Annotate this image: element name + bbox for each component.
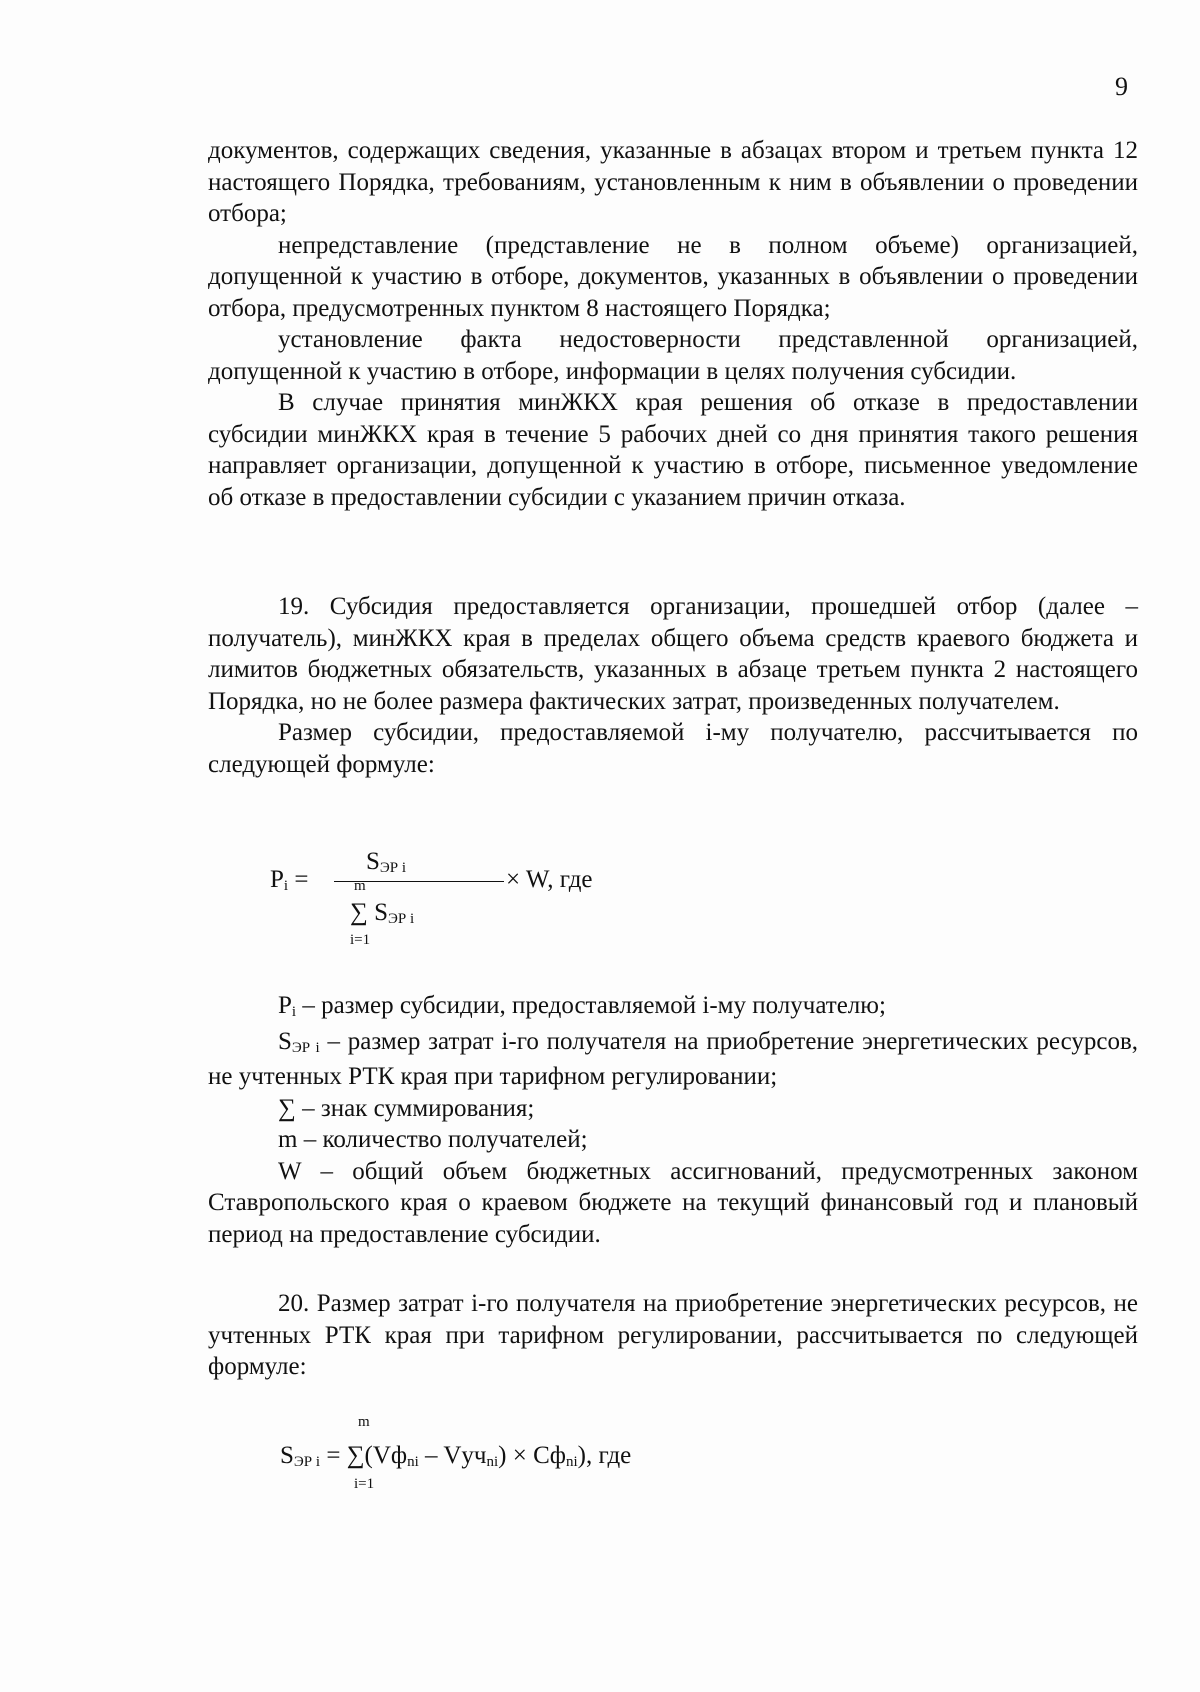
formula-tail: × W, где (506, 866, 593, 893)
fraction-bar (334, 881, 504, 882)
paragraph: непредставление (представление не в полном объеме) организацией, допущенной к участию в отборе, документов, указанных в объявлении о проведении отбора, предусмотренных пунктом 8 настоящего Порядка; (208, 231, 1138, 322)
definitions-list (208, 990, 1138, 1250)
section-20 (208, 1288, 1138, 1383)
text-block-top (208, 135, 1138, 513)
paragraph: В случае принятия минЖКХ края решения об отказе в предоставлении субсидии минЖКХ края в течение 5 рабочих дней со дня принятия такого решения направляет организации, допущенной к участию в отборе, письменное уведомление об отказе в предоставлении субсидии с указанием причин отказа. (208, 389, 1138, 511)
formula-numerator: SЭР i (366, 848, 407, 876)
paragraph: 20. Размер затрат i-го получателя на приобретение энергетических ресурсов, не учтенных РТК края при тарифном регулировании, рассчитывается по следующей формуле: (208, 1290, 1138, 1380)
definition-item: ∑ – знак суммирования; (278, 1094, 535, 1122)
definition-item: m – количество получателей; (278, 1126, 588, 1153)
section-19 (208, 591, 1138, 780)
paragraph: установление факта недостоверности представленной организацией, допущенной к участию в отборе, информации в целях получения субсидии. (208, 326, 1138, 385)
formula-sum-lower: i=1 (354, 1476, 375, 1492)
formula-lhs: Pi = (270, 866, 309, 894)
formula-denominator: ∑ SЭР i (350, 899, 415, 927)
formula-subsidy (270, 848, 690, 958)
formula-costs (280, 1414, 780, 1504)
formula-sum-upper: m (354, 878, 366, 894)
formula-sum-upper: m (358, 1414, 370, 1430)
formula-expression: SЭР i = ∑(Vфni – Vучni) × Cфni), где (280, 1442, 632, 1470)
paragraph: 19. Субсидия предоставляется организации, прошедшей отбор (далее – получатель), минЖКХ края в пределах общего объема средств краевого бюджета и лимитов бюджетных обязательств, указанных в абзаце третьем пункта 2 настоящего Порядка, но не более размера фактических затрат, произведенных получателем. (208, 593, 1138, 715)
definition-item: W – общий объем бюджетных ассигнований, предусмотренных законом Ставропольского края о краевом бюджете на текущий финансовый год и плановый период на предоставление субсидии. (208, 1157, 1138, 1248)
definition-item: SЭР i – размер затрат i-го получателя на приобретение энергетических ресурсов, не учтенных РТК края при тарифном регулировании; (208, 1027, 1138, 1090)
paragraph: Размер субсидии, предоставляемой i-му получателю, рассчитывается по следующей формуле: (208, 719, 1138, 778)
paragraph: документов, содержащих сведения, указанные в абзацах втором и третьем пункта 12 настоящего Порядка, требованиям, установленным к ним в объявлении о проведении отбора; (208, 137, 1138, 227)
formula-sum-lower: i=1 (350, 932, 371, 948)
definition-item: Pi – размер субсидии, предоставляемой i-му получателю; (278, 992, 886, 1020)
page-number: 9 (1115, 72, 1128, 101)
